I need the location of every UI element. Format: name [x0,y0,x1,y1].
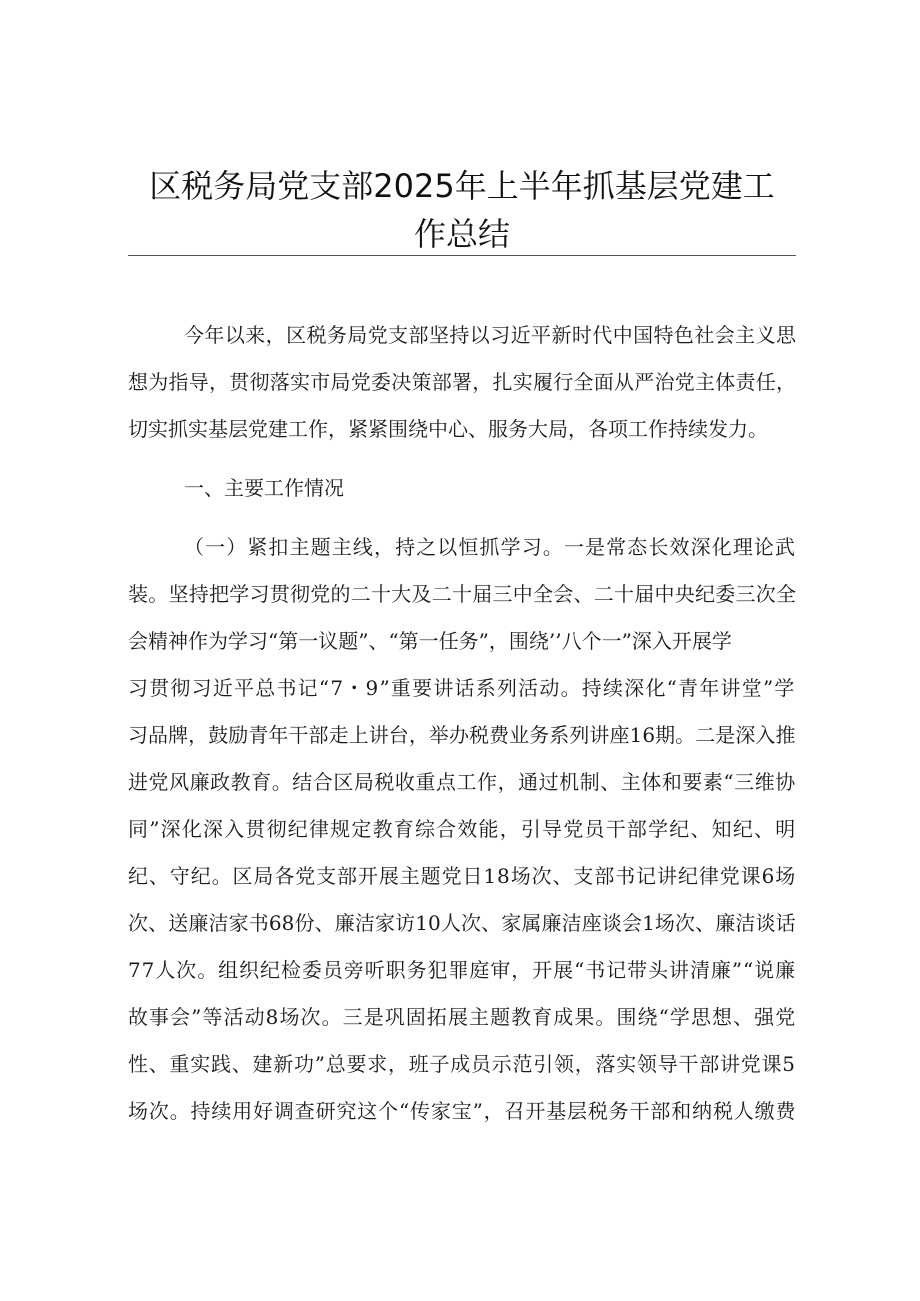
intro-line-3: 切实抓实基层党建工作，紧紧围绕中心、服务大局，各项工作持续发力。 [128,417,768,441]
para-line-2: 装。坚持把学习贯彻党的二十大及二十届三中全会、二十届中央纪委三次全 [128,582,797,606]
para-line-9: 次、送廉洁家书68份、廉洁家访10人次、家属廉洁座谈会1场次、廉洁谈话 [128,911,796,935]
para-line-4: 习贯彻习近平总书记“7・9”重要讲话系列活动。持续深化“青年讲堂”学 [128,676,796,700]
para-line-7: 同”深化深入贯彻纪律规定教育综合效能，引导党员干部学纪、知纪、明 [128,817,797,841]
title-underline [128,255,796,256]
para-line-1: （一）紧扣主题主线，持之以恒抓学习。一是常态长效深化理论武 [184,535,797,559]
intro-line-2: 想为指导，贯彻落实市局党委决策部署，扎实履行全面从严治党主体责任， [128,370,797,394]
document-title-line-2: 作总结 [413,215,510,253]
intro-line-1: 今年以来，区税务局党支部坚持以习近平新时代中国特色社会主义思 [184,323,797,347]
document-title-line-1: 区税务局党支部2025年上半年抓基层党建工 [149,167,775,205]
section-heading: 一、主要工作情况 [184,476,344,500]
para-line-5: 习品牌，鼓励青年干部走上讲台，举办税费业务系列讲座16期。二是深入推 [128,723,796,747]
para-line-12: 性、重实践、建新功”总要求，班子成员示范引领，落实领导干部讲党课5 [128,1052,796,1076]
para-line-13: 场次。持续用好调查研究这个“传家宝”，召开基层税务干部和纳税人缴费 [128,1099,797,1123]
para-line-10: 77人次。组织纪检委员旁听职务犯罪庭审，开展“书记带头讲清廉”“说廉 [128,958,797,982]
para-line-3: 会精神作为学习“第一议题”、“第一任务”，围绕’’八个一”深入开展学 [128,629,732,653]
para-line-6: 进党风廉政教育。结合区局税收重点工作，通过机制、主体和要素“三维协 [128,770,796,794]
para-line-11: 故事会”等活动8场次。三是巩固拓展主题教育成果。围绕“学思想、强党 [128,1005,797,1029]
para-line-8: 纪、守纪。区局各党支部开展主题党日18场次、支部书记讲纪律党课6场 [128,864,797,888]
